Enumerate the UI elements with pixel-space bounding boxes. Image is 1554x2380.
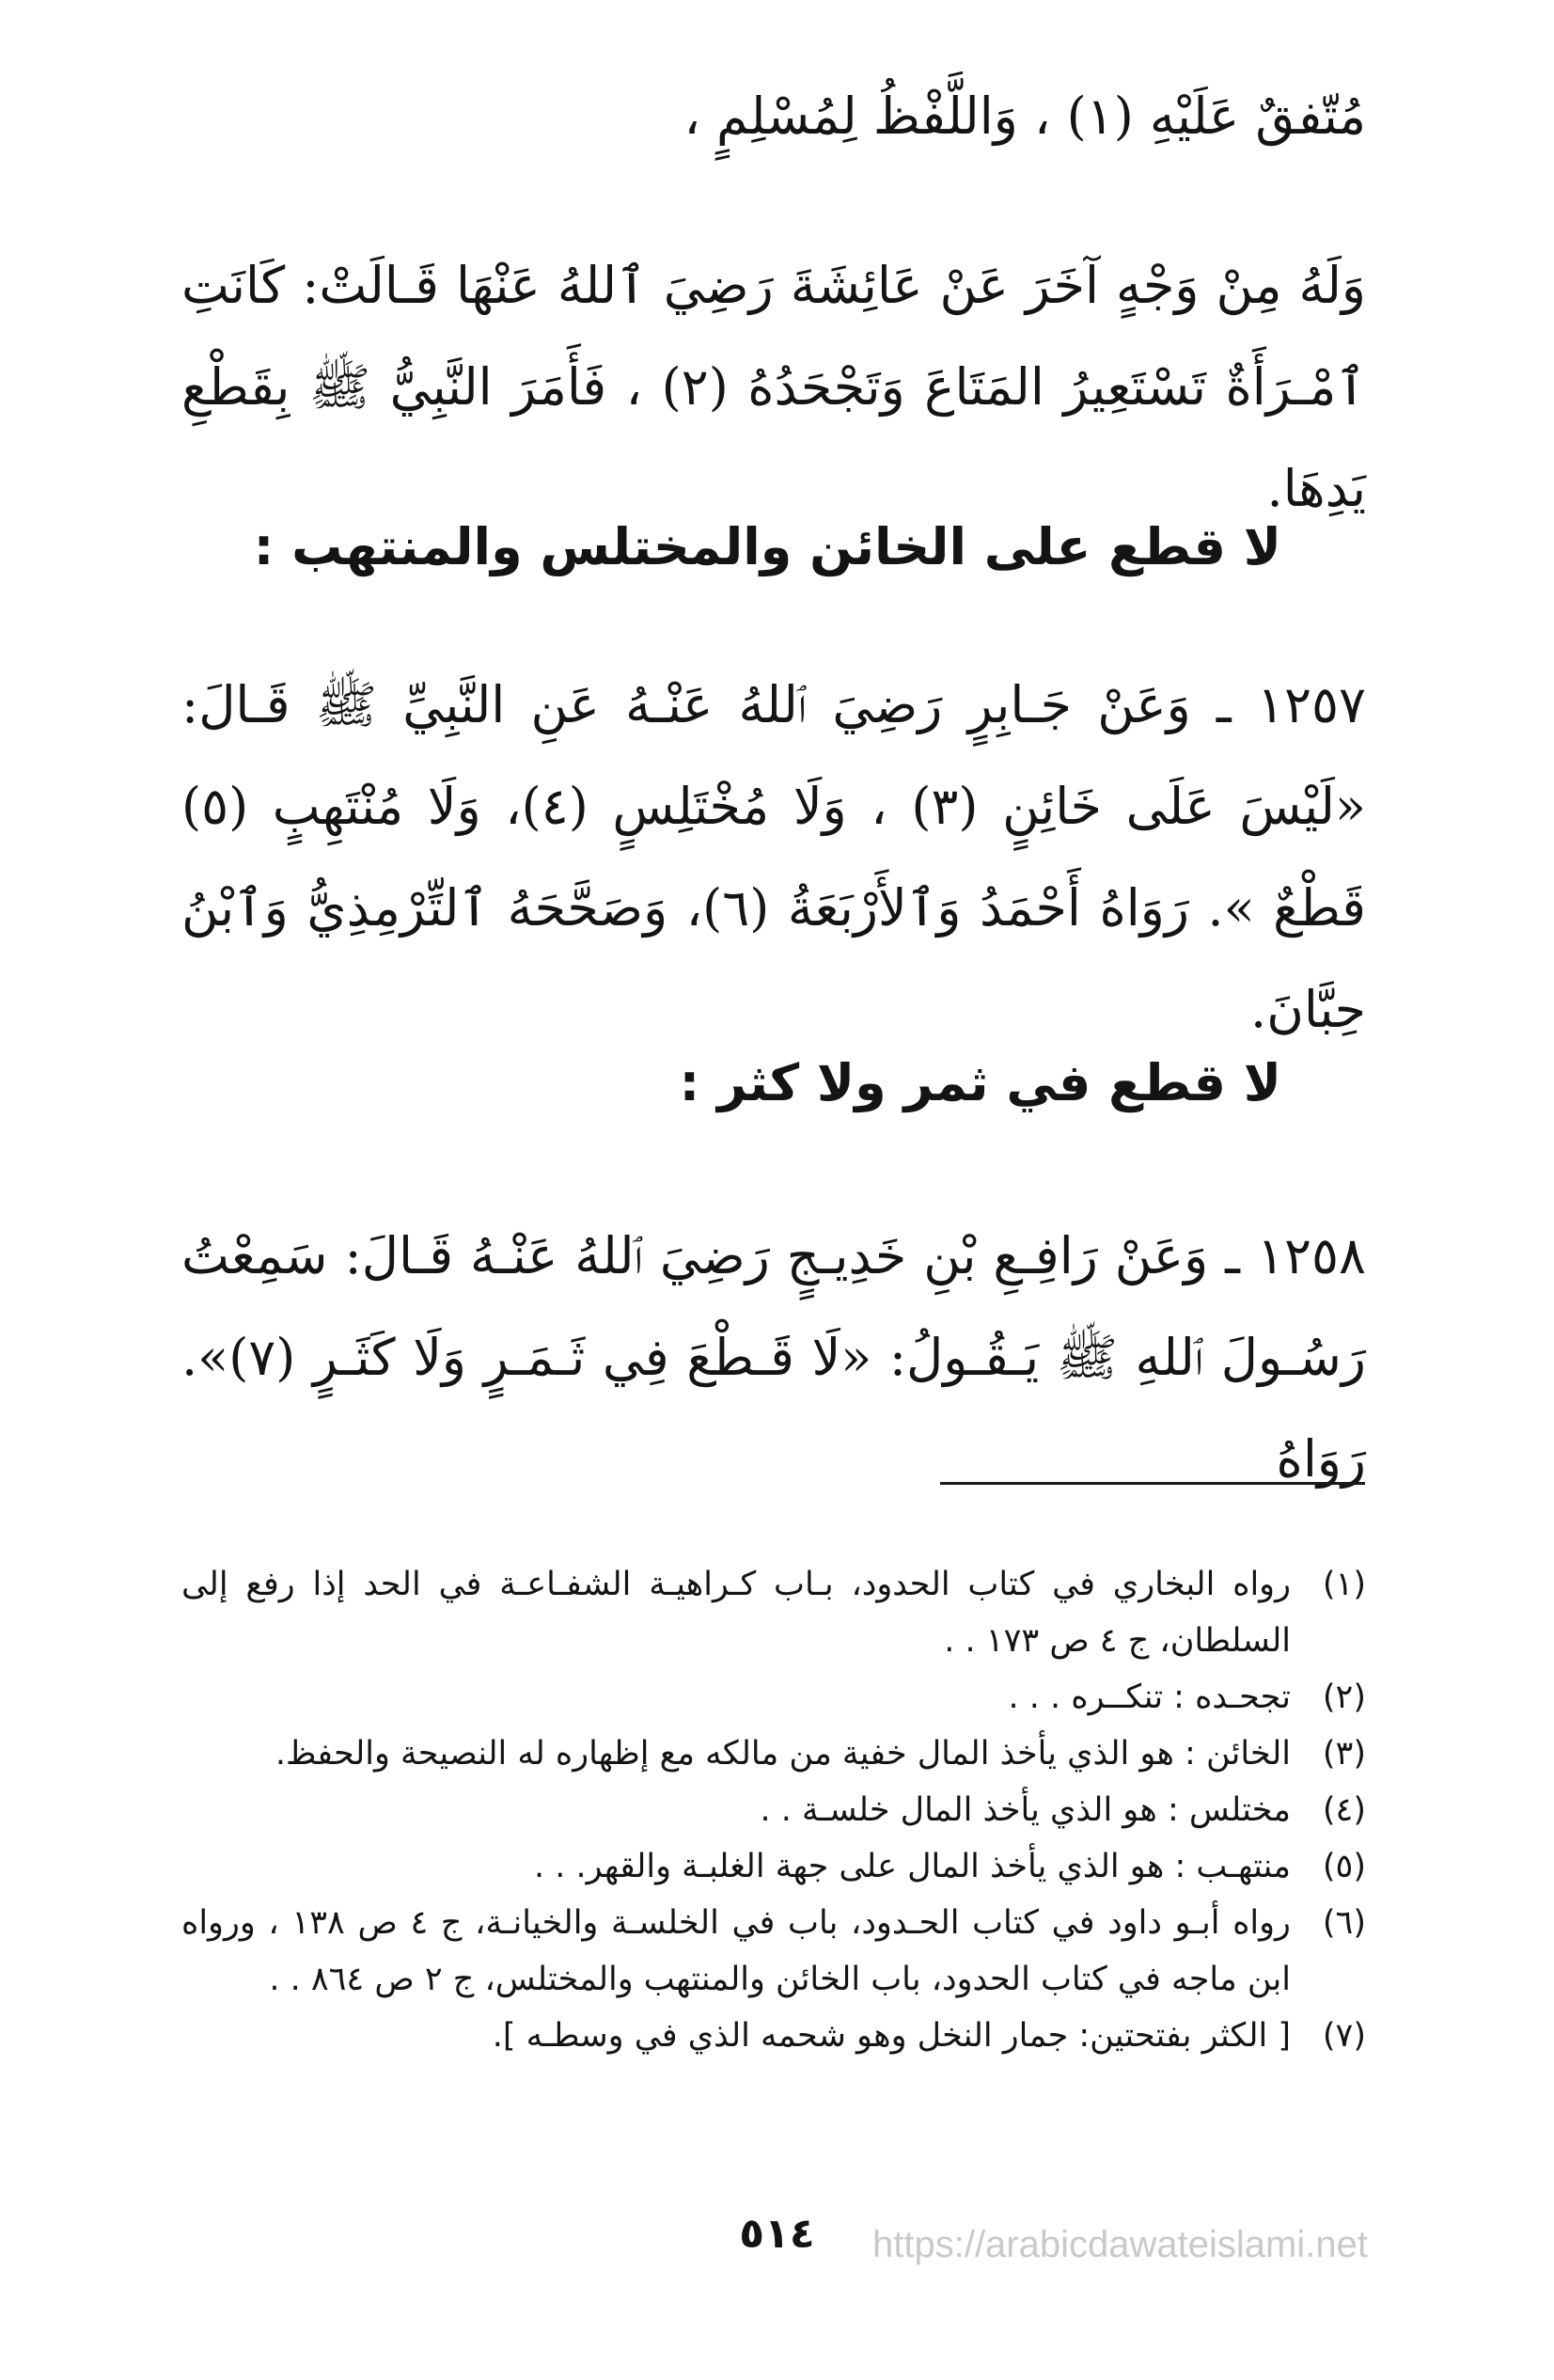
footnote-number: (٣) <box>1322 1735 1366 1773</box>
footnote-text: الخائن : هو الذي يأخذ المال خفية من مالكه مع إظهاره له النصيحة والحفظ. <box>275 1735 1291 1773</box>
section-heading-2: لا قطع في ثمر ولا كثر : <box>679 1053 1281 1112</box>
footnote-number: (٢) <box>1322 1679 1366 1716</box>
footnote-text: رواه أبـو داود في كتاب الحـدود، باب في الخلسـة والخيانـة، ج ٤ ص ١٣٨ ، ورواه ابن ماجه في كتاب الحدود، باب الخائن والمنتهب والمختلس، ج ٢ ص ٨٦٤ . . <box>181 1904 1291 1998</box>
footnote-number: (٧) <box>1322 2017 1366 2055</box>
footnote-divider <box>940 1482 1365 1485</box>
footnote-6 <box>181 1895 1366 2008</box>
footnote-4 <box>181 1782 1366 1838</box>
footnote-text: [ الكثر بفتحتين: جمار النخل وهو شحمه الذي في وسطـه ]. <box>492 2017 1291 2055</box>
footnote-text: مختلس : هو الذي يأخذ المال خلسـة . . <box>760 1791 1291 1829</box>
text-paragraph-2: وَلَهُ مِنْ وَجْهٍ آخَرَ عَنْ عَائِشَةَ رَضِيَ ٱللهُ عَنْهَا قَـالَتْ: كَانَتِ ٱمْـرَأَةٌ تَسْتَعِيرُ المَتَاعَ وَتَجْحَدُهُ (٢) ، فَأَمَرَ النَّبِيُّ ﷺ بِقَطْعِ يَدِهَا. <box>181 256 1366 518</box>
watermark-url: https://arabicdawateislami.net <box>872 2224 1368 2265</box>
footnote-number: (٦) <box>1322 1904 1366 1942</box>
section-heading-1: لا قطع على الخائن والمختلس والمنتهب : <box>253 517 1281 576</box>
footnote-1 <box>181 1556 1366 1669</box>
footnote-7 <box>181 2008 1366 2064</box>
hadith-1257: ١٢٥٧ ـ وَعَنْ جَـابِرٍ رَضِيَ ٱللهُ عَنْـهُ عَنِ النَّبِيِّ ﷺ قَـالَ: «لَيْسَ عَلَى خَائِنٍ (٣) ، وَلَا مُخْتَلِسٍ (٤)، وَلَا مُنْتَهِبٍ (٥) قَطْعٌ ». رَوَاهُ أَحْمَدُ وَٱلأَرْبَعَةُ (٦)، وَصَحَّحَهُ ٱلتِّرْمِذِيُّ وَٱبْنُ حِبَّانَ. <box>181 675 1366 1039</box>
footnote-number: (٥) <box>1322 1848 1366 1885</box>
page-number: ٥١٤ <box>739 2210 815 2258</box>
footnote-5 <box>181 1838 1366 1895</box>
footnote-text: رواه البخاري في كتاب الحدود، بـاب كـراهيـة الشفـاعـة في الحد إذا رفع إلى السلطان، ج ٤ ص ١٧٣ . . <box>181 1566 1291 1660</box>
text-paragraph-1: مُتّفقٌ عَلَيْهِ (١) ، وَاللَّفْظُ لِمُسْلِمٍ ، <box>683 87 1366 146</box>
footnote-text: منتهـب : هو الذي يأخذ المال على جهة الغلبـة والقهر. . . <box>533 1848 1291 1885</box>
footnote-text: تجحـده : تنكــره . . . <box>1008 1679 1291 1716</box>
footnote-number: (١) <box>1322 1566 1366 1603</box>
footnote-number: (٤) <box>1322 1791 1366 1829</box>
footnote-3 <box>181 1726 1366 1782</box>
footnote-2 <box>181 1669 1366 1726</box>
footnotes-list <box>181 1556 1366 2064</box>
hadith-1258: ١٢٥٨ ـ وَعَنْ رَافِـعِ بْنِ خَدِيـجٍ رَضِيَ ٱللهُ عَنْـهُ قَـالَ: سَمِعْتُ رَسُـولَ ٱللهِ ﷺ يَـقُـولُ: «لَا قَـطْعَ فِي ثَـمَـرٍ وَلَا كَثَـرٍ (٧)». رَوَاهُ <box>181 1226 1366 1489</box>
